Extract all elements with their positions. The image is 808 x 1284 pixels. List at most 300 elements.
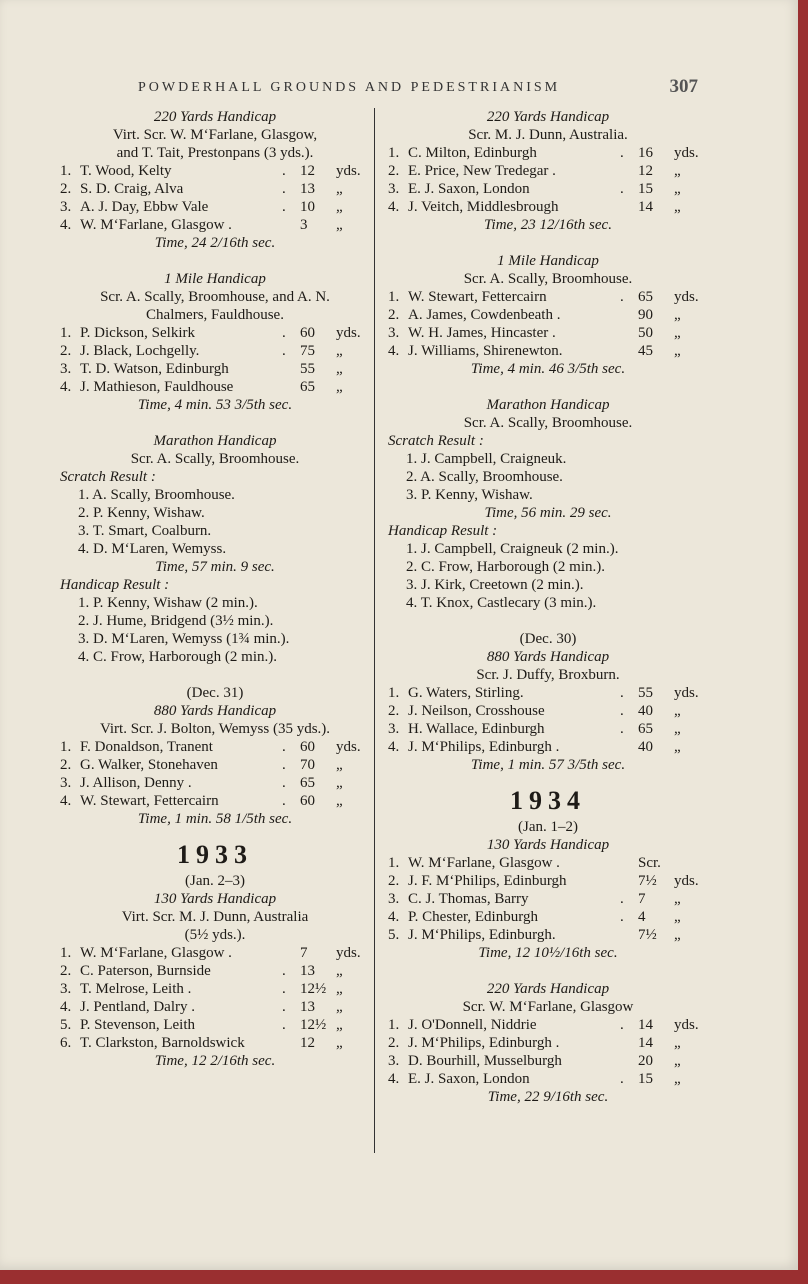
- place-number: 2.: [60, 343, 72, 359]
- place-number: 2.: [388, 1035, 400, 1051]
- result-row: [60, 180, 370, 198]
- list-item: 1. P. Kenny, Wishaw (2 min.).: [78, 595, 258, 611]
- competitor-name: W. M‘Farlane, Glasgow .: [408, 855, 560, 871]
- event-block: [60, 872, 370, 1070]
- allowance-unit: „: [336, 1017, 343, 1033]
- leader-dot: [620, 1034, 638, 1052]
- leader-dot: .: [620, 181, 624, 197]
- competitor-name: A. J. Day, Ebbw Vale: [80, 199, 209, 215]
- place-number: 4.: [60, 379, 72, 395]
- leader-dot: .: [282, 181, 286, 197]
- start-allowance: 13: [300, 181, 315, 197]
- list-item: 3. T. Smart, Coalburn.: [78, 523, 212, 539]
- competitor-name: W. M‘Farlane, Glasgow .: [80, 217, 232, 233]
- start-allowance: 12: [638, 163, 653, 179]
- event-block: [388, 630, 708, 774]
- result-label: Scratch Result :: [388, 433, 484, 449]
- competitor-name: J. Veitch, Middlesbrough: [408, 199, 559, 215]
- competitor-name: P. Stevenson, Leith: [80, 1017, 195, 1033]
- place-number: 4.: [388, 1071, 400, 1087]
- competitor-name: P. Dickson, Selkirk: [80, 325, 196, 341]
- start-allowance: 7: [638, 891, 646, 907]
- place-number: 4.: [388, 199, 400, 215]
- allowance-unit: „: [674, 1071, 681, 1087]
- list-item: 2. A. Scally, Broomhouse.: [406, 469, 563, 485]
- competitor-name: J. F. M‘Philips, Edinburgh: [408, 873, 567, 889]
- start-allowance: 60: [300, 739, 315, 755]
- result-row: [388, 198, 708, 216]
- result-row: [60, 756, 370, 774]
- place-number: 3.: [60, 775, 72, 791]
- competitor-name: J. Williams, Shirenewton.: [408, 343, 563, 359]
- leader-dot: [282, 944, 300, 962]
- allowance-unit: „: [336, 361, 343, 377]
- allowance-unit: „: [674, 703, 681, 719]
- page-number: 307: [669, 76, 698, 97]
- leader-dot: .: [282, 999, 286, 1015]
- start-allowance: 12: [300, 1035, 315, 1051]
- allowance-unit: „: [336, 793, 343, 809]
- place-number: 3.: [60, 199, 72, 215]
- event-title: 220 Yards Handicap: [486, 981, 610, 997]
- result-row: [388, 1070, 708, 1088]
- start-allowance: 60: [300, 325, 315, 341]
- result-row: [60, 998, 370, 1016]
- list-item: 1. A. Scally, Broomhouse.: [78, 487, 235, 503]
- leader-dot: [620, 342, 638, 360]
- result-row: [60, 1016, 370, 1034]
- result-row: [388, 1034, 708, 1052]
- allowance-unit: „: [674, 739, 681, 755]
- result-row: [60, 360, 370, 378]
- start-allowance: 15: [638, 1071, 653, 1087]
- place-number: 2.: [60, 963, 72, 979]
- allowance-unit: „: [674, 1053, 681, 1069]
- event-block: [60, 108, 370, 252]
- event-date: (Jan. 1–2): [518, 819, 578, 835]
- result-row: [388, 720, 708, 738]
- start-allowance: 15: [638, 181, 653, 197]
- result-label: Scratch Result :: [60, 469, 156, 485]
- result-row: [60, 342, 370, 360]
- leader-dot: .: [620, 909, 624, 925]
- allowance-unit: yds.: [674, 873, 699, 889]
- result-row: [388, 738, 708, 756]
- allowance-unit: „: [674, 909, 681, 925]
- result-row: [388, 926, 708, 944]
- result-row: [60, 962, 370, 980]
- place-number: 2.: [388, 163, 400, 179]
- result-row: [388, 702, 708, 720]
- result-row: [388, 854, 708, 872]
- result-row: [388, 324, 708, 342]
- allowance-unit: „: [674, 891, 681, 907]
- leader-dot: [282, 216, 300, 234]
- result-row: [60, 378, 370, 396]
- start-allowance: 14: [638, 1035, 653, 1051]
- allowance-unit: „: [336, 775, 343, 791]
- place-number: 1.: [388, 145, 400, 161]
- competitor-name: J. O'Donnell, Niddrie: [408, 1017, 537, 1033]
- result-row: [60, 980, 370, 998]
- allowance-unit: „: [674, 163, 681, 179]
- allowance-unit: „: [674, 721, 681, 737]
- place-number: 4.: [388, 343, 400, 359]
- competitor-name: C. Paterson, Burnside: [80, 963, 211, 979]
- scratch-line: Scr. A. Scally, Broomhouse, and A. N.: [100, 289, 330, 305]
- place-number: 2.: [388, 873, 400, 889]
- place-number: 3.: [60, 981, 72, 997]
- result-row: [60, 324, 370, 342]
- place-number: 3.: [60, 361, 72, 377]
- start-allowance: 12½: [300, 981, 327, 997]
- place-number: 1.: [388, 685, 400, 701]
- time-line: Time, 1 min. 57 3/5th sec.: [470, 757, 626, 773]
- list-item: 2. C. Frow, Harborough (2 min.).: [406, 559, 606, 575]
- leader-dot: .: [282, 1017, 286, 1033]
- leader-dot: [620, 872, 638, 890]
- scratch-line: Scr. M. J. Dunn, Australia.: [468, 127, 628, 143]
- leader-dot: [620, 1052, 638, 1070]
- scratch-line: and T. Tait, Prestonpans (3 yds.).: [116, 145, 314, 161]
- allowance-unit: „: [336, 343, 343, 359]
- result-row: [388, 890, 708, 908]
- start-allowance: 65: [300, 775, 315, 791]
- time-line: Time, 12 2/16th sec.: [154, 1053, 276, 1069]
- event-title: 130 Yards Handicap: [153, 891, 277, 907]
- competitor-name: T. Clarkston, Barnoldswick: [80, 1035, 245, 1051]
- place-number: 2.: [388, 703, 400, 719]
- scratch-line: Chalmers, Fauldhouse.: [146, 307, 284, 323]
- event-block: [388, 396, 708, 612]
- scratch-line: (5½ yds.).: [184, 927, 246, 943]
- allowance-unit: „: [674, 199, 681, 215]
- result-row: [388, 1016, 708, 1034]
- leader-dot: .: [620, 1071, 624, 1087]
- competitor-name: T. Wood, Kelty: [80, 163, 172, 179]
- place-number: 4.: [60, 793, 72, 809]
- competitor-name: J. Allison, Denny .: [80, 775, 192, 791]
- scratch-line: Virt. Scr. W. M‘Farlane, Glasgow,: [112, 127, 318, 143]
- start-allowance: 55: [638, 685, 653, 701]
- result-row: [60, 198, 370, 216]
- event-title: Marathon Handicap: [486, 397, 610, 413]
- competitor-name: W. H. James, Hincaster .: [408, 325, 556, 341]
- start-allowance: 13: [300, 999, 315, 1015]
- leader-dot: .: [282, 739, 286, 755]
- place-number: 1.: [60, 945, 72, 961]
- result-row: [60, 216, 370, 234]
- place-number: 5.: [388, 927, 400, 943]
- event-title: 130 Yards Handicap: [486, 837, 610, 853]
- start-allowance: 12: [300, 163, 315, 179]
- allowance-unit: „: [336, 757, 343, 773]
- place-number: 4.: [388, 909, 400, 925]
- place-number: 1.: [388, 855, 400, 871]
- start-allowance: 75: [300, 343, 315, 359]
- time-line: Time, 22 9/16th sec.: [487, 1089, 609, 1105]
- scratch-line: Scr. A. Scally, Broomhouse.: [463, 415, 633, 431]
- place-number: 4.: [388, 739, 400, 755]
- place-number: 5.: [60, 1017, 72, 1033]
- leader-dot: [620, 926, 638, 944]
- list-item: 3. D. M‘Laren, Wemyss (1¾ min.).: [78, 631, 290, 647]
- event-block: [60, 270, 370, 414]
- competitor-name: J. Black, Lochgelly.: [80, 343, 200, 359]
- start-allowance: 12½: [300, 1017, 327, 1033]
- leader-dot: [282, 360, 300, 378]
- competitor-name: T. D. Watson, Edinburgh: [80, 361, 229, 377]
- place-number: 2.: [60, 757, 72, 773]
- start-allowance: 14: [638, 1017, 653, 1033]
- place-number: 3.: [388, 891, 400, 907]
- allowance-unit: „: [336, 181, 343, 197]
- leader-dot: .: [282, 343, 286, 359]
- time-line: Time, 56 min. 29 sec.: [484, 505, 612, 521]
- time-line: Time, 57 min. 9 sec.: [155, 559, 275, 575]
- list-item: 4. T. Knox, Castlecary (3 min.).: [406, 595, 597, 611]
- list-item: 2. P. Kenny, Wishaw.: [78, 505, 205, 521]
- start-allowance: 45: [638, 343, 653, 359]
- result-row: [388, 162, 708, 180]
- competitor-name: H. Wallace, Edinburgh: [408, 721, 545, 737]
- start-allowance: 50: [638, 325, 653, 341]
- leader-dot: .: [620, 289, 624, 305]
- event-block: [60, 684, 370, 828]
- leader-dot: .: [282, 199, 286, 215]
- competitor-name: J. Neilson, Crosshouse: [408, 703, 545, 719]
- leader-dot: .: [620, 891, 624, 907]
- time-line: Time, 12 10½/16th sec.: [478, 945, 618, 961]
- result-row: [60, 1034, 370, 1052]
- leader-dot: .: [282, 775, 286, 791]
- list-item: 1. J. Campbell, Craigneuk.: [406, 451, 567, 467]
- leader-dot: .: [620, 721, 624, 737]
- start-allowance: 7½: [638, 873, 657, 889]
- competitor-name: P. Chester, Edinburgh: [408, 909, 538, 925]
- leader-dot: .: [282, 981, 286, 997]
- place-number: 4.: [60, 217, 72, 233]
- leader-dot: .: [282, 963, 286, 979]
- result-row: [388, 684, 708, 702]
- competitor-name: C. Milton, Edinburgh: [408, 145, 537, 161]
- leader-dot: .: [282, 793, 286, 809]
- competitor-name: C. J. Thomas, Barry: [408, 891, 529, 907]
- place-number: 1.: [388, 1017, 400, 1033]
- result-row: [388, 180, 708, 198]
- allowance-unit: „: [336, 379, 343, 395]
- allowance-unit: „: [336, 999, 343, 1015]
- result-row: [60, 774, 370, 792]
- place-number: 3.: [388, 1053, 400, 1069]
- event-block: [388, 818, 708, 962]
- start-allowance: 65: [638, 721, 653, 737]
- allowance-unit: „: [674, 325, 681, 341]
- event-block: [60, 432, 370, 666]
- list-item: 4. D. M‘Laren, Wemyss.: [78, 541, 227, 557]
- start-allowance: Scr.: [638, 855, 661, 871]
- competitor-name: E. Price, New Tredegar .: [408, 163, 556, 179]
- start-allowance: 65: [638, 289, 653, 305]
- start-allowance: 7: [300, 945, 308, 961]
- start-allowance: 16: [638, 145, 653, 161]
- competitor-name: E. J. Saxon, London: [408, 181, 530, 197]
- leader-dot: .: [620, 1017, 624, 1033]
- time-line: Time, 1 min. 58 1/5th sec.: [137, 811, 293, 827]
- column-divider: [374, 108, 375, 1153]
- place-number: 3.: [388, 181, 400, 197]
- scratch-line: Scr. J. Duffy, Broxburn.: [476, 667, 620, 683]
- time-line: Time, 4 min. 46 3/5th sec.: [470, 361, 626, 377]
- leader-dot: [282, 378, 300, 396]
- leader-dot: .: [282, 757, 286, 773]
- list-item: 3. P. Kenny, Wishaw.: [406, 487, 533, 503]
- allowance-unit: yds.: [674, 685, 699, 701]
- competitor-name: T. Melrose, Leith .: [80, 981, 192, 997]
- time-line: Time, 23 12/16th sec.: [484, 217, 612, 233]
- leader-dot: .: [620, 703, 624, 719]
- result-row: [60, 944, 370, 962]
- allowance-unit: yds.: [336, 945, 361, 961]
- competitor-name: J. M‘Philips, Edinburgh .: [408, 1035, 560, 1051]
- list-item: 4. C. Frow, Harborough (2 min.).: [78, 649, 278, 665]
- result-row: [388, 872, 708, 890]
- list-item: 2. J. Hume, Bridgend (3½ min.).: [78, 613, 274, 629]
- leader-dot: .: [282, 163, 286, 179]
- event-title: 220 Yards Handicap: [486, 109, 610, 125]
- start-allowance: 10: [300, 199, 315, 215]
- competitor-name: G. Walker, Stonehaven: [80, 757, 218, 773]
- start-allowance: 40: [638, 703, 653, 719]
- place-number: 1.: [60, 325, 72, 341]
- place-number: 1.: [60, 739, 72, 755]
- event-title: 220 Yards Handicap: [153, 109, 277, 125]
- competitor-name: J. Mathieson, Fauldhouse: [80, 379, 234, 395]
- competitor-name: D. Bourhill, Musselburgh: [408, 1053, 562, 1069]
- allowance-unit: [674, 854, 708, 872]
- allowance-unit: „: [674, 307, 681, 323]
- competitor-name: A. James, Cowdenbeath .: [408, 307, 561, 323]
- competitor-name: G. Waters, Stirling.: [408, 685, 524, 701]
- start-allowance: 60: [300, 793, 315, 809]
- start-allowance: 3: [300, 217, 308, 233]
- leader-dot: [620, 162, 638, 180]
- left-column: [60, 108, 370, 1088]
- leader-dot: [620, 198, 638, 216]
- start-allowance: 65: [300, 379, 315, 395]
- competitor-name: W. M‘Farlane, Glasgow .: [80, 945, 232, 961]
- allowance-unit: „: [674, 1035, 681, 1051]
- leader-dot: .: [620, 145, 624, 161]
- year-heading: 1933: [177, 840, 253, 869]
- result-label: Handicap Result :: [60, 577, 170, 593]
- header-title: POWDERHALL GROUNDS AND PEDESTRIANISM: [138, 80, 561, 95]
- place-number: 3.: [388, 325, 400, 341]
- allowance-unit: „: [336, 217, 343, 233]
- time-line: Time, 24 2/16th sec.: [154, 235, 276, 251]
- allowance-unit: „: [674, 343, 681, 359]
- result-row: [388, 144, 708, 162]
- competitor-name: W. Stewart, Fettercairn: [80, 793, 219, 809]
- leader-dot: [282, 1034, 300, 1052]
- start-allowance: 14: [638, 199, 653, 215]
- start-allowance: 7½: [638, 927, 657, 943]
- allowance-unit: „: [336, 1035, 343, 1051]
- allowance-unit: „: [336, 199, 343, 215]
- scratch-line: Scr. A. Scally, Broomhouse.: [463, 271, 633, 287]
- leader-dot: .: [282, 325, 286, 341]
- allowance-unit: „: [336, 981, 343, 997]
- result-row: [388, 306, 708, 324]
- list-item: 3. J. Kirk, Creetown (2 min.).: [406, 577, 584, 593]
- start-allowance: 40: [638, 739, 653, 755]
- competitor-name: J. M‘Philips, Edinburgh .: [408, 739, 560, 755]
- result-row: [60, 738, 370, 756]
- time-line: Time, 4 min. 53 3/5th sec.: [137, 397, 293, 413]
- start-allowance: 55: [300, 361, 315, 377]
- competitor-name: J. Pentland, Dalry .: [80, 999, 195, 1015]
- start-allowance: 20: [638, 1053, 653, 1069]
- place-number: 1.: [60, 163, 72, 179]
- allowance-unit: yds.: [674, 289, 699, 305]
- scratch-line: Scr. W. M‘Farlane, Glasgow: [462, 999, 634, 1015]
- event-title: 880 Yards Handicap: [153, 703, 277, 719]
- competitor-name: F. Donaldson, Tranent: [80, 739, 213, 755]
- event-block: [388, 980, 708, 1106]
- event-block: [388, 108, 708, 234]
- result-row: [388, 288, 708, 306]
- start-allowance: 4: [638, 909, 646, 925]
- list-item: 1. J. Campbell, Craigneuk (2 min.).: [406, 541, 619, 557]
- event-date: (Dec. 30): [519, 631, 577, 647]
- competitor-name: E. J. Saxon, London: [408, 1071, 530, 1087]
- right-column: [388, 108, 708, 1124]
- year-heading: 1934: [510, 786, 586, 815]
- place-number: 6.: [60, 1035, 72, 1051]
- start-allowance: 90: [638, 307, 653, 323]
- result-row: [388, 342, 708, 360]
- place-number: 3.: [388, 721, 400, 737]
- event-title: 880 Yards Handicap: [486, 649, 610, 665]
- result-row: [60, 162, 370, 180]
- leader-dot: [620, 854, 638, 872]
- result-row: [388, 908, 708, 926]
- event-title: 1 Mile Handicap: [164, 271, 266, 287]
- competitor-name: J. M‘Philips, Edinburgh.: [408, 927, 556, 943]
- allowance-unit: yds.: [674, 145, 699, 161]
- scratch-line: Virt. Scr. M. J. Dunn, Australia: [121, 909, 309, 925]
- event-title: 1 Mile Handicap: [497, 253, 599, 269]
- allowance-unit: „: [674, 927, 681, 943]
- place-number: 1.: [388, 289, 400, 305]
- event-block: [388, 252, 708, 378]
- event-date: (Jan. 2–3): [185, 873, 245, 889]
- allowance-unit: „: [674, 181, 681, 197]
- scratch-line: Virt. Scr. J. Bolton, Wemyss (35 yds.).: [99, 721, 331, 737]
- place-number: 2.: [60, 181, 72, 197]
- place-number: 2.: [388, 307, 400, 323]
- result-row: [388, 1052, 708, 1070]
- leader-dot: .: [620, 685, 624, 701]
- leader-dot: [620, 306, 638, 324]
- allowance-unit: yds.: [336, 739, 361, 755]
- running-header: [138, 76, 698, 97]
- leader-dot: [620, 324, 638, 342]
- allowance-unit: yds.: [336, 163, 361, 179]
- result-label: Handicap Result :: [388, 523, 498, 539]
- leader-dot: [620, 738, 638, 756]
- allowance-unit: yds.: [674, 1017, 699, 1033]
